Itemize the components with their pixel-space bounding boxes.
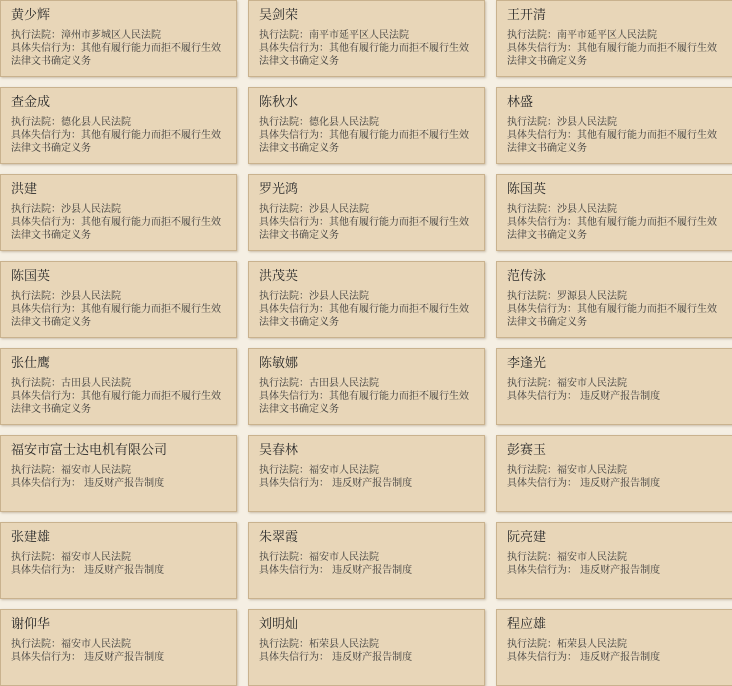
dishonest-act-line bbox=[507, 651, 722, 664]
defaulter-card[interactable] bbox=[248, 435, 485, 512]
dishonest-act-value: 违反财产报告制度 bbox=[577, 391, 661, 402]
dishonest-act-line bbox=[507, 129, 722, 155]
executing-court-label: 执行法院： bbox=[11, 552, 61, 563]
executing-court-label: 执行法院： bbox=[507, 204, 557, 215]
defaulter-name: 罗光鸿 bbox=[259, 182, 299, 197]
dishonest-act-value: 其他有履行能力而拒不履行生效法律文书确定义务 bbox=[259, 130, 469, 154]
defaulter-name: 范传泳 bbox=[507, 269, 547, 284]
dishonest-act-line bbox=[11, 651, 226, 664]
defaulter-card[interactable] bbox=[496, 435, 732, 512]
dishonest-act-line bbox=[507, 390, 722, 403]
dishonest-act-value: 违反财产报告制度 bbox=[81, 652, 165, 663]
dishonest-act-value: 其他有履行能力而拒不履行生效法律文书确定义务 bbox=[507, 217, 717, 241]
executing-court-value: 南平市延平区人民法院 bbox=[309, 30, 409, 41]
dishonest-act-label: 具体失信行为： bbox=[507, 130, 577, 141]
dishonest-act-label: 具体失信行为： bbox=[507, 304, 577, 315]
dishonest-act-label: 具体失信行为： bbox=[259, 391, 329, 402]
defaulter-name: 林盛 bbox=[507, 95, 534, 110]
dishonest-act-value: 违反财产报告制度 bbox=[577, 652, 661, 663]
dishonest-act-line bbox=[11, 42, 226, 68]
defaulter-name: 朱翠霞 bbox=[259, 530, 299, 545]
defaulter-name: 陈敏娜 bbox=[259, 356, 299, 371]
dishonest-act-value: 违反财产报告制度 bbox=[81, 478, 165, 489]
executing-court-line bbox=[259, 116, 474, 129]
defaulter-name: 彭赛玉 bbox=[507, 443, 547, 458]
dishonest-act-line bbox=[11, 216, 226, 242]
dishonest-act-line bbox=[259, 564, 474, 577]
dishonest-act-value: 其他有履行能力而拒不履行生效法律文书确定义务 bbox=[507, 43, 717, 67]
executing-court-label: 执行法院： bbox=[259, 30, 309, 41]
defaulter-card[interactable] bbox=[248, 0, 485, 77]
defaulter-card[interactable] bbox=[0, 435, 237, 512]
defaulter-card[interactable] bbox=[248, 87, 485, 164]
defaulter-card[interactable] bbox=[0, 261, 237, 338]
executing-court-label: 执行法院： bbox=[259, 552, 309, 563]
defaulter-name: 吴剑荣 bbox=[259, 8, 299, 23]
dishonest-act-label: 具体失信行为： bbox=[11, 391, 81, 402]
dishonest-act-line bbox=[507, 303, 722, 329]
executing-court-label: 执行法院： bbox=[259, 204, 309, 215]
executing-court-label: 执行法院： bbox=[11, 30, 61, 41]
executing-court-line bbox=[259, 638, 474, 651]
dishonest-act-value: 其他有履行能力而拒不履行生效法律文书确定义务 bbox=[11, 391, 221, 415]
executing-court-label: 执行法院： bbox=[259, 117, 309, 128]
executing-court-line bbox=[11, 638, 226, 651]
executing-court-line bbox=[259, 551, 474, 564]
executing-court-line bbox=[259, 464, 474, 477]
dishonest-act-label: 具体失信行为： bbox=[11, 43, 81, 54]
executing-court-value: 福安市人民法院 bbox=[309, 552, 379, 563]
executing-court-line bbox=[259, 290, 474, 303]
defaulter-card[interactable] bbox=[496, 0, 732, 77]
executing-court-line bbox=[259, 29, 474, 42]
executing-court-value: 罗源县人民法院 bbox=[557, 291, 627, 302]
dishonest-act-label: 具体失信行为： bbox=[11, 217, 81, 228]
dishonest-act-value: 其他有履行能力而拒不履行生效法律文书确定义务 bbox=[11, 43, 221, 67]
executing-court-value: 福安市人民法院 bbox=[61, 465, 131, 476]
defaulter-name: 张仕鹰 bbox=[11, 356, 51, 371]
defaulter-card[interactable] bbox=[496, 348, 732, 425]
defaulter-name: 程应雄 bbox=[507, 617, 547, 632]
executing-court-line bbox=[11, 464, 226, 477]
executing-court-line bbox=[11, 290, 226, 303]
executing-court-line bbox=[507, 290, 722, 303]
executing-court-value: 柘荣县人民法院 bbox=[309, 639, 379, 650]
executing-court-line bbox=[259, 203, 474, 216]
defaulter-name: 阮亮建 bbox=[507, 530, 547, 545]
dishonest-act-value: 其他有履行能力而拒不履行生效法律文书确定义务 bbox=[259, 304, 469, 328]
dishonest-act-label: 具体失信行为： bbox=[507, 391, 577, 402]
defaulter-card[interactable] bbox=[248, 261, 485, 338]
dishonest-act-line bbox=[259, 651, 474, 664]
executing-court-label: 执行法院： bbox=[507, 378, 557, 389]
dishonest-act-value: 其他有履行能力而拒不履行生效法律文书确定义务 bbox=[11, 217, 221, 241]
defaulter-name: 陈国英 bbox=[11, 269, 51, 284]
defaulter-card[interactable] bbox=[248, 348, 485, 425]
executing-court-line bbox=[11, 116, 226, 129]
executing-court-value: 福安市人民法院 bbox=[557, 552, 627, 563]
executing-court-line bbox=[507, 203, 722, 216]
executing-court-line bbox=[11, 203, 226, 216]
executing-court-value: 福安市人民法院 bbox=[557, 378, 627, 389]
executing-court-label: 执行法院： bbox=[11, 465, 61, 476]
executing-court-value: 福安市人民法院 bbox=[309, 465, 379, 476]
defaulter-card[interactable] bbox=[496, 174, 732, 251]
dishonest-act-line bbox=[507, 42, 722, 68]
defaulter-card[interactable] bbox=[0, 348, 237, 425]
dishonest-act-line bbox=[11, 129, 226, 155]
defaulter-card[interactable] bbox=[248, 174, 485, 251]
dishonest-act-value: 违反财产报告制度 bbox=[81, 565, 165, 576]
dishonest-act-value: 违反财产报告制度 bbox=[329, 652, 413, 663]
defaulter-card[interactable] bbox=[496, 87, 732, 164]
defaulter-card[interactable] bbox=[496, 609, 732, 686]
executing-court-value: 福安市人民法院 bbox=[61, 552, 131, 563]
dishonest-act-value: 其他有履行能力而拒不履行生效法律文书确定义务 bbox=[507, 304, 717, 328]
executing-court-label: 执行法院： bbox=[11, 204, 61, 215]
executing-court-value: 南平市延平区人民法院 bbox=[557, 30, 657, 41]
dishonest-act-label: 具体失信行为： bbox=[259, 565, 329, 576]
dishonest-act-line bbox=[11, 564, 226, 577]
defaulter-name: 洪茂英 bbox=[259, 269, 299, 284]
dishonest-act-value: 其他有履行能力而拒不履行生效法律文书确定义务 bbox=[259, 217, 469, 241]
dishonest-act-label: 具体失信行为： bbox=[11, 304, 81, 315]
dishonest-act-line bbox=[259, 390, 474, 416]
executing-court-line bbox=[507, 377, 722, 390]
executing-court-label: 执行法院： bbox=[507, 30, 557, 41]
defaulter-name: 张建雄 bbox=[11, 530, 51, 545]
dishonest-act-label: 具体失信行为： bbox=[507, 565, 577, 576]
defaulter-name: 王开清 bbox=[507, 8, 547, 23]
dishonest-act-line bbox=[259, 216, 474, 242]
executing-court-value: 柘荣县人民法院 bbox=[557, 639, 627, 650]
executing-court-line bbox=[507, 29, 722, 42]
dishonest-act-line bbox=[259, 303, 474, 329]
defaulter-name: 谢仰华 bbox=[11, 617, 51, 632]
defaulter-card[interactable] bbox=[0, 609, 237, 686]
executing-court-label: 执行法院： bbox=[507, 552, 557, 563]
dishonest-act-label: 具体失信行为： bbox=[11, 130, 81, 141]
defaulter-name: 查金成 bbox=[11, 95, 51, 110]
defaulter-name: 福安市富士达电机有限公司 bbox=[11, 443, 168, 458]
executing-court-label: 执行法院： bbox=[507, 465, 557, 476]
dishonest-act-value: 其他有履行能力而拒不履行生效法律文书确定义务 bbox=[259, 43, 469, 67]
executing-court-label: 执行法院： bbox=[11, 291, 61, 302]
executing-court-value: 古田县人民法院 bbox=[61, 378, 131, 389]
dishonest-act-label: 具体失信行为： bbox=[259, 652, 329, 663]
defaulter-card[interactable] bbox=[0, 87, 237, 164]
defaulter-name: 黄少辉 bbox=[11, 8, 51, 23]
dishonest-act-line bbox=[259, 42, 474, 68]
executing-court-line bbox=[507, 116, 722, 129]
defaulter-card[interactable] bbox=[248, 522, 485, 599]
dishonest-act-label: 具体失信行为： bbox=[507, 478, 577, 489]
dishonest-act-label: 具体失信行为： bbox=[507, 652, 577, 663]
executing-court-value: 德化县人民法院 bbox=[61, 117, 131, 128]
executing-court-value: 古田县人民法院 bbox=[309, 378, 379, 389]
defaulter-name: 吴春林 bbox=[259, 443, 299, 458]
dishonest-act-label: 具体失信行为： bbox=[259, 478, 329, 489]
executing-court-value: 德化县人民法院 bbox=[309, 117, 379, 128]
executing-court-value: 沙县人民法院 bbox=[557, 117, 617, 128]
dishonest-act-value: 其他有履行能力而拒不履行生效法律文书确定义务 bbox=[259, 391, 469, 415]
executing-court-line bbox=[11, 377, 226, 390]
dishonest-act-label: 具体失信行为： bbox=[259, 217, 329, 228]
dishonest-act-label: 具体失信行为： bbox=[259, 304, 329, 315]
dishonest-act-label: 具体失信行为： bbox=[259, 130, 329, 141]
defaulter-name: 刘明灿 bbox=[259, 617, 299, 632]
dishonest-act-line bbox=[259, 129, 474, 155]
executing-court-value: 沙县人民法院 bbox=[309, 204, 369, 215]
dishonest-act-label: 具体失信行为： bbox=[11, 478, 81, 489]
executing-court-line bbox=[259, 377, 474, 390]
defaulter-card[interactable] bbox=[0, 174, 237, 251]
executing-court-label: 执行法院： bbox=[507, 117, 557, 128]
executing-court-label: 执行法院： bbox=[507, 639, 557, 650]
executing-court-value: 福安市人民法院 bbox=[61, 639, 131, 650]
executing-court-label: 执行法院： bbox=[259, 639, 309, 650]
executing-court-label: 执行法院： bbox=[259, 291, 309, 302]
dishonest-act-label: 具体失信行为： bbox=[11, 652, 81, 663]
dishonest-act-line bbox=[507, 564, 722, 577]
dishonest-act-label: 具体失信行为： bbox=[11, 565, 81, 576]
defaulter-card[interactable] bbox=[496, 522, 732, 599]
defaulter-name: 陈国英 bbox=[507, 182, 547, 197]
executing-court-label: 执行法院： bbox=[11, 378, 61, 389]
executing-court-label: 执行法院： bbox=[259, 378, 309, 389]
dishonest-act-value: 其他有履行能力而拒不履行生效法律文书确定义务 bbox=[11, 304, 221, 328]
executing-court-line bbox=[507, 551, 722, 564]
executing-court-value: 沙县人民法院 bbox=[61, 291, 121, 302]
executing-court-label: 执行法院： bbox=[259, 465, 309, 476]
executing-court-value: 沙县人民法院 bbox=[309, 291, 369, 302]
dishonest-act-label: 具体失信行为： bbox=[259, 43, 329, 54]
dishonest-act-value: 违反财产报告制度 bbox=[577, 478, 661, 489]
dishonest-act-value: 其他有履行能力而拒不履行生效法律文书确定义务 bbox=[507, 130, 717, 154]
dishonest-act-line bbox=[259, 477, 474, 490]
defaulter-card[interactable] bbox=[0, 522, 237, 599]
executing-court-value: 沙县人民法院 bbox=[557, 204, 617, 215]
dishonest-act-line bbox=[11, 390, 226, 416]
dishonest-act-value: 其他有履行能力而拒不履行生效法律文书确定义务 bbox=[11, 130, 221, 154]
executing-court-value: 沙县人民法院 bbox=[61, 204, 121, 215]
executing-court-label: 执行法院： bbox=[11, 117, 61, 128]
defaulter-card[interactable] bbox=[496, 261, 732, 338]
executing-court-line bbox=[507, 638, 722, 651]
dishonest-act-line bbox=[11, 303, 226, 329]
executing-court-label: 执行法院： bbox=[507, 291, 557, 302]
defaulter-card[interactable] bbox=[0, 0, 237, 77]
dishonest-act-value: 违反财产报告制度 bbox=[329, 478, 413, 489]
executing-court-value: 漳州市芗城区人民法院 bbox=[61, 30, 161, 41]
executing-court-line bbox=[11, 551, 226, 564]
dishonest-act-line bbox=[11, 477, 226, 490]
dishonest-act-line bbox=[507, 216, 722, 242]
executing-court-line bbox=[507, 464, 722, 477]
defaulter-name: 洪建 bbox=[11, 182, 38, 197]
dishonest-act-label: 具体失信行为： bbox=[507, 217, 577, 228]
dishonest-act-label: 具体失信行为： bbox=[507, 43, 577, 54]
defaulter-name: 陈秋水 bbox=[259, 95, 299, 110]
defaulter-name: 李逢光 bbox=[507, 356, 547, 371]
defaulter-card[interactable] bbox=[248, 609, 485, 686]
executing-court-label: 执行法院： bbox=[11, 639, 61, 650]
dishonest-act-value: 违反财产报告制度 bbox=[577, 565, 661, 576]
dishonest-act-value: 违反财产报告制度 bbox=[329, 565, 413, 576]
dishonest-act-line bbox=[507, 477, 722, 490]
executing-court-line bbox=[11, 29, 226, 42]
executing-court-value: 福安市人民法院 bbox=[557, 465, 627, 476]
